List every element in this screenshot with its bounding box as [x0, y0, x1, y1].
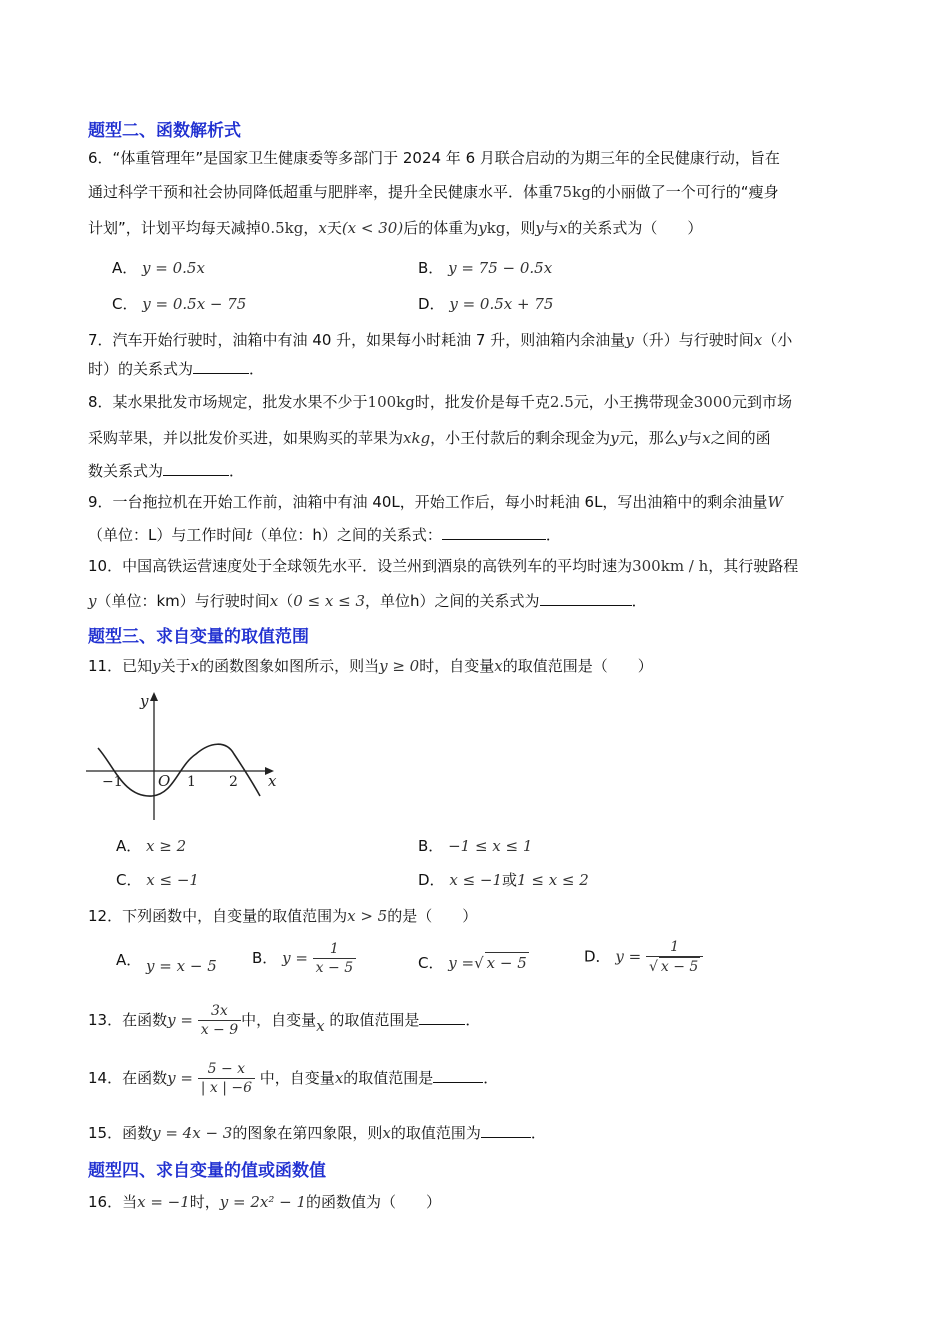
q6-line2: 通过科学干预和社会协同降低超重与肥胖率，提升全民健康水平．体重75kg的小丽做了一个可行的“瘦身	[88, 183, 779, 201]
q14-answer-blank[interactable]	[433, 1067, 483, 1083]
q15-answer-blank[interactable]	[481, 1122, 531, 1138]
section-title-4: 题型四、求自变量的值或函数值	[88, 1161, 326, 1181]
q7-line1: 7．汽车开始行驶时，油箱中有油 40 升，如果每小时耗油 7 升，则油箱内余油量y（升）与行驶时间x（小	[88, 331, 793, 349]
q7-answer-blank[interactable]	[193, 358, 249, 374]
q9-line2: （单位：L）与工作时间t（单位：h）之间的关系式： ．	[88, 526, 561, 544]
q6-option-d[interactable]: D． y = 0.5x + 75	[418, 295, 554, 313]
q12-option-b[interactable]: B． y = $\frac{1}{x - 5}$	[252, 940, 356, 977]
section-title-2: 题型二、函数解析式	[88, 121, 241, 141]
graph-y-arrow	[150, 692, 158, 701]
q8-answer-blank[interactable]	[163, 460, 229, 476]
graph-tick-1: 1	[187, 774, 196, 790]
q12-line1: 12．下列函数中，自变量的取值范围为x > 5的是（ ）	[88, 907, 478, 925]
q6-line1: 6．“体重管理年”是国家卫生健康委等多部门于 2024 年 6 月联合启动的为期三年的全民健康行动，旨在	[88, 149, 780, 167]
q11-option-d[interactable]: D． x ≤ −1或1 ≤ x ≤ 2	[418, 871, 589, 889]
q11-option-b[interactable]: B． −1 ≤ x ≤ 1	[418, 837, 533, 855]
q12-option-d[interactable]: D． y = $\frac{1}{√ x - 5}$	[584, 938, 703, 976]
q7-line2: 时）的关系式为 ．	[88, 360, 265, 378]
q11-line1: 11．已知y关于x的函数图象如图所示，则当y ≥ 0时，自变量x的取值范围是（ ）	[88, 657, 653, 675]
q6-line3: 计划”，计划平均每天减掉0.5kg，x天(x < 30)后的体重为ykg，则y与x的关系式为（ ）	[88, 219, 703, 237]
graph-tick-neg1: −1	[102, 774, 123, 790]
q6-option-a[interactable]: A． y = 0.5x	[112, 259, 205, 277]
q15-line: 15．函数y = 4x − 3的图象在第四象限，则x的取值范围为 ．	[88, 1124, 546, 1142]
q9-answer-blank[interactable]	[442, 524, 546, 540]
q8-line2: 采购苹果，并以批发价买进，如果购买的苹果为xkg，小王付款后的剩余现金为y元，那么y与x之间的函	[88, 429, 771, 447]
q10-line2: y（单位：km）与行驶时间x（0 ≤ x ≤ 3，单位h）之间的关系式为 ．	[88, 592, 647, 610]
q12-option-c[interactable]: C． y =√ x − 5	[418, 954, 527, 972]
q10-answer-blank[interactable]	[540, 590, 632, 606]
graph-tick-2: 2	[229, 774, 238, 790]
graph-x-label: x	[268, 772, 277, 790]
q8-line3: 数关系式为 ．	[88, 462, 245, 480]
q8-line1: 8．某水果批发市场规定，批发水果不少于100kg时，批发价是每千克2.5元，小王携带现金3000元到市场	[88, 393, 792, 411]
section-title-3: 题型三、求自变量的取值范围	[88, 627, 309, 647]
q6-option-c[interactable]: C． y = 0.5x − 75	[112, 295, 247, 313]
q11-option-c[interactable]: C． x ≤ −1	[116, 871, 199, 889]
q13-answer-blank[interactable]	[419, 1009, 465, 1025]
q10-line1: 10．中国高铁运营速度处于全球领先水平．设兰州到酒泉的高铁列车的平均时速为300km / h，其行驶路程	[88, 557, 799, 575]
graph-y-label: y	[140, 692, 149, 710]
q9-line1: 9．一台拖拉机在开始工作前，油箱中有油 40L，开始工作后，每小时耗油 6L，写出油箱中的剩余油量W	[88, 493, 783, 511]
q14-line: 14．在函数y = $\frac{5 - x}{| x | -6}$ 中，自变量x的取值范围是 ．	[88, 1061, 499, 1096]
graph-origin-label: O	[158, 772, 171, 790]
q6-option-b[interactable]: B． y = 75 − 0.5x	[418, 259, 553, 277]
q11-function-graph	[84, 686, 284, 826]
q11-option-a[interactable]: A． x ≥ 2	[116, 837, 187, 855]
q13-line: 13．在函数y = $\frac{3x}{x - 9}$ 中，自变量x 的取值范围是 ．	[88, 1003, 481, 1038]
q16-line: 16．当x = −1时，y = 2x² − 1的函数值为（ ）	[88, 1193, 442, 1211]
q12-option-a[interactable]: A． y = x − 5	[116, 951, 217, 975]
